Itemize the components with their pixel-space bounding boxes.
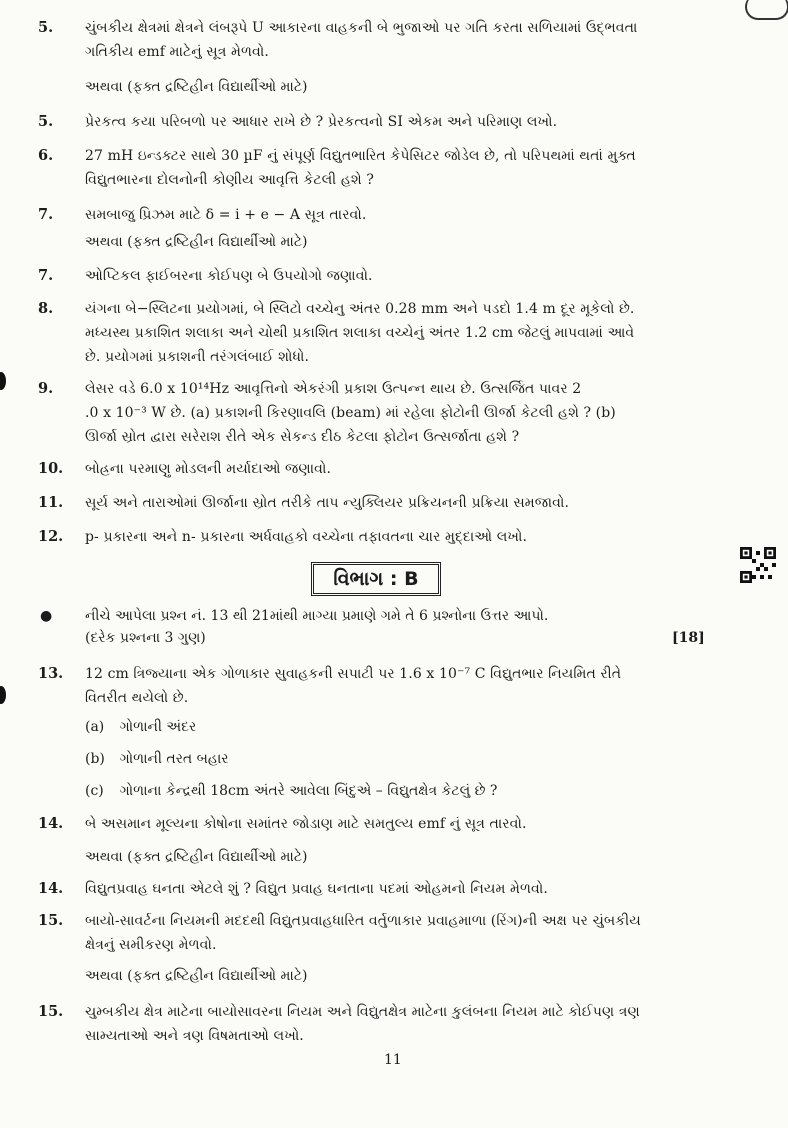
question-14-alt: [38, 877, 678, 901]
option-c: [85, 780, 497, 802]
option-text: ગોળાની અંદર: [119, 719, 197, 735]
question-text: બાયો-સાવર્ટના નિયમની મદદથી વિદ્યુતપ્રવાહધારિત વર્તુળાકાર પ્રવાહમાળા (રિંગ)ની અક્ષ પર ચુંબકીય: [85, 913, 641, 929]
question-text: ચુમ્બકીય ક્ષેત્ર માટેના બાયોસાવરના નિયમ અને વિદ્યુતક્ષેત્ર માટેના કુલંબના નિયમ માટે કોઈપણ ત્રણ: [85, 1004, 640, 1020]
question-text: ઊર્જા સ્રોત દ્વારા સરેરાશ રીતે એક સેકન્ડ દીઠ કેટલા ફોટોન ઉત્સર્જાતા હશે ?: [85, 429, 520, 445]
question-text: છે. પ્રયોગમાં પ્રકાશની તરંગલંબાઈ શોધો.: [85, 349, 310, 365]
question-number: 8.: [38, 300, 54, 317]
question-15: [38, 909, 678, 957]
question-text: સૂર્ય અને તારાઓમાં ઊર્જાના સ્રોત તરીકે તાપ ન્યુક્લિયર પ્રક્રિયનની પ્રક્રિયા સમજાવો.: [85, 495, 570, 511]
question-text: મધ્યસ્થ પ્રકાશિત શલાકા અને ચોથી પ્રકાશિત શલાકા વચ્ચેનું અંતર 1.2 cm જેટલું માપવામાં આવે: [85, 325, 635, 341]
instruction-text: નીચે આપેલા પ્રશ્ન નં. 13 થી 21માંથી માગ્યા પ્રમાણે ગમે તે 6 પ્રશ્નોના ઉત્તર આપો.: [85, 608, 549, 624]
question-14: [38, 812, 678, 836]
section-marks: [18]: [672, 630, 705, 646]
option-label: (b): [85, 751, 105, 767]
question-number: 6.: [38, 147, 54, 164]
question-5: [38, 16, 678, 64]
question-number: 15.: [38, 1003, 64, 1020]
option-label: (a): [85, 719, 105, 735]
option-text: ગોળાના કેન્દ્રથી 18cm અંતરે આવેલા બિંદુએ – વિદ્યુતક્ષેત્ર કેટલું છે ?: [119, 783, 498, 799]
question-10: [38, 457, 678, 481]
question-text: વિદ્યુતભારના દોલનોની કોણીય આવૃત્તિ કેટલી હશે ?: [85, 172, 374, 188]
option-label: (c): [85, 783, 104, 799]
qr-code-icon: [740, 547, 776, 583]
corner-stamp-mark: [745, 0, 788, 20]
question-text: બોહ્રના પરમાણુ મોડલની મર્યાદાઓ જણાવો.: [85, 461, 331, 477]
question-13: [38, 662, 678, 710]
option-text: ગોળાની તરત બહાર: [119, 751, 229, 767]
question-9: [38, 377, 678, 449]
question-11: [38, 491, 678, 515]
question-8: [38, 297, 678, 369]
question-number: 7.: [38, 206, 54, 223]
question-text: વિતરીત થયેલો છે.: [85, 690, 189, 706]
question-text: વિદ્યુતપ્રવાહ ઘનતા એટલે શું ? વિદ્યુત પ્રવાહ ઘનતાના પદમાં ઓહમનો નિયમ મેળવો.: [85, 881, 548, 897]
question-7-alt: [38, 264, 678, 288]
question-number: 12.: [38, 528, 64, 545]
or-note: અથવા (ફક્ત દ્રષ્ટિહીન વિદ્યાર્થીઓ માટે): [85, 79, 308, 95]
question-number: 15.: [38, 912, 64, 929]
question-text: p- પ્રકારના અને n- પ્રકારના અર્ધવાહકો વચ્ચેના તફાવતના ચાર મુદ્દાઓ લખો.: [85, 529, 528, 545]
question-5-alt: [38, 110, 678, 134]
question-6: [38, 144, 678, 192]
option-b: [85, 748, 229, 770]
or-note: અથવા (ફક્ત દ્રષ્ટિહીન વિદ્યાર્થીઓ માટે): [85, 234, 308, 250]
option-a: [85, 716, 196, 738]
question-number: 13.: [38, 665, 64, 682]
margin-blot: [0, 686, 6, 704]
question-text: 12 cm ત્રિજ્યાના એક ગોળાકાર સુવાહકની સપાટી પર 1.6 x 10⁻⁷ C વિદ્યુતભાર નિયમિત રીતે: [85, 666, 622, 682]
question-text: પ્રેરકત્વ કયા પરિબળો પર આધાર રાખે છે ? પ્રેરકત્વનો SI એકમ અને પરિમાણ લખો.: [85, 114, 558, 130]
question-text: ગતિકીય emf માટેનું સૂત્ર મેળવો.: [85, 44, 269, 60]
margin-blot: [0, 372, 6, 390]
question-number: 10.: [38, 460, 64, 477]
question-number: 5.: [38, 113, 54, 130]
question-text: ચુંબકીય ક્ષેત્રમાં ક્ષેત્રને લંબરૂપે U આકારના વાહકની બે ભુજાઓ પર ગતિ કરતા સળિયામાં ઉદ્ભવતા: [85, 20, 638, 36]
instruction-text: (દરેક પ્રશ્નના 3 ગુણ): [85, 630, 206, 646]
question-text: સમબાજુ પ્રિઝમ માટે δ = i + e − A સૂત્ર તારવો.: [85, 207, 367, 223]
question-number: 7.: [38, 267, 54, 284]
section-title: વિભાગ : B: [311, 562, 441, 596]
question-text: ક્ષેત્રનું સમીકરણ મેળવો.: [85, 937, 217, 953]
question-7: [38, 203, 678, 227]
question-12: [38, 525, 678, 549]
question-text: બે અસમાન મૂલ્યના કોષોના સમાંતર જોડાણ માટે સમતુલ્ય emf નું સૂત્ર તારવો.: [85, 816, 527, 832]
question-15-alt: [38, 1000, 678, 1048]
section-instructions: [38, 605, 738, 649]
page-number: 11: [384, 1052, 402, 1068]
question-text: ઓપ્ટિકલ ફાઈબરના કોઈપણ બે ઉપયોગો જણાવો.: [85, 268, 373, 284]
bullet-icon: ●: [40, 608, 53, 624]
question-number: 11.: [38, 494, 64, 511]
question-number: 14.: [38, 815, 64, 832]
question-number: 9.: [38, 380, 54, 397]
question-text: .0 x 10⁻³ W છે. (a) પ્રકાશની કિરણાવલિ (beam) માં રહેલા ફોટોની ઊર્જા કેટલી હશે ? (b): [85, 405, 616, 421]
question-number: 14.: [38, 880, 64, 897]
question-text: સામ્યતાઓ અને ત્રણ વિષમતાઓ લખો.: [85, 1028, 304, 1044]
question-number: 5.: [38, 19, 54, 36]
or-note: અથવા (ફક્ત દ્રષ્ટિહીન વિદ્યાર્થીઓ માટે): [85, 968, 308, 984]
question-text: યંગના બે−સ્લિટના પ્રયોગમાં, બે સ્લિટો વચ્ચેનુ અંતર 0.28 mm અને પડદો 1.4 m દૂર મૂકેલો છે.: [85, 301, 635, 317]
question-text: 27 mH ઇન્ડક્ટર સાથે 30 µF નું સંપૂર્ણ વિદ્યુતભારિત કેપેસિટર જોડેલ છે, તો પરિપથમાં થતાં મુક્ત: [85, 148, 636, 164]
or-note: અથવા (ફક્ત દ્રષ્ટિહીન વિદ્યાર્થીઓ માટે): [85, 849, 308, 865]
question-text: લેસર વડે 6.0 x 10¹⁴Hz આવૃત્તિનો એકરંગી પ્રકાશ ઉત્પન્ન થાય છે. ઉત્સર્જિત પાવર 2: [85, 381, 582, 397]
